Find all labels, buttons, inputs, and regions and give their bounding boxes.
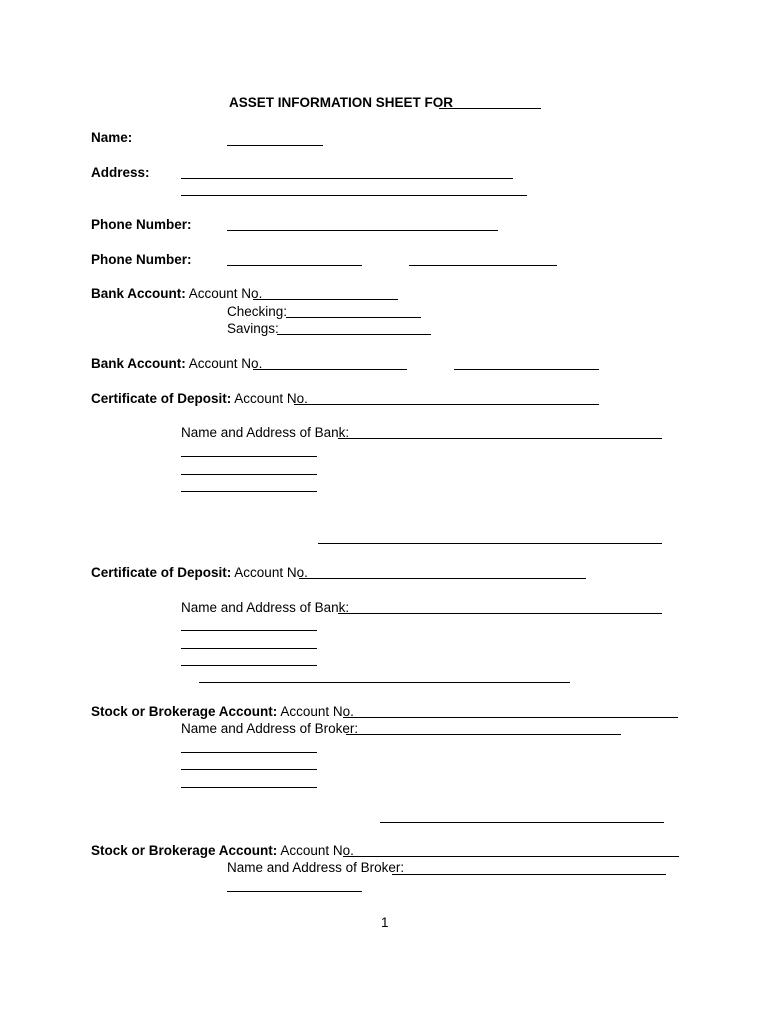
cd-label: Certificate of Deposit: [91,391,232,406]
brokerage-row-1 [91,704,354,720]
savings-blank[interactable] [277,334,431,335]
phone-blank-2b[interactable] [409,265,557,266]
bank-name-address-label-1: Name and Address of Bank: [181,425,350,440]
bank-address-blank-1b[interactable] [181,474,317,475]
phone-blank-2a[interactable] [227,265,362,266]
broker-address-blank-1d[interactable] [380,822,664,823]
bank-account-row-1 [91,286,262,302]
page-number: 1 [381,915,389,930]
brokerage-row-2 [91,843,354,859]
address-label: Address: [91,165,150,180]
bank-name-address-label-2: Name and Address of Bank: [181,600,350,615]
phone-label-2: Phone Number: [91,252,192,267]
account-no-label: Account No. [188,356,263,371]
bank-address-blank-2d[interactable] [199,682,570,683]
cd-account-no-blank-2[interactable] [299,578,586,579]
brokerage-account-no-blank-1[interactable] [343,717,678,718]
broker-address-blank-1a[interactable] [181,752,317,753]
page-title: ASSET INFORMATION SHEET FOR [229,95,454,110]
bank-address-blank-1a[interactable] [181,456,317,457]
cd-account-no-blank-1[interactable] [294,404,599,405]
name-blank[interactable] [227,145,323,146]
bank-account-label: Bank Account: [91,286,186,301]
bank-address-blank-2b[interactable] [181,648,317,649]
account-no-label: Account No. [234,565,308,580]
account-no-label: Account No. [280,704,354,719]
brokerage-label: Stock or Brokerage Account: [91,843,278,858]
broker-address-blank-2a[interactable] [227,891,362,892]
checking-blank[interactable] [286,317,421,318]
broker-name-address-blank-1[interactable] [346,734,621,735]
cd-row-1 [91,391,308,407]
bank-address-blank-1d[interactable] [318,543,662,544]
bank-account-extra-blank-2[interactable] [454,369,599,370]
broker-name-address-label-1: Name and Address of Broker: [181,721,359,736]
brokerage-label: Stock or Brokerage Account: [91,704,278,719]
checking-label: Checking: [227,304,288,319]
broker-address-blank-1b[interactable] [181,769,317,770]
bank-address-blank-1c[interactable] [181,491,317,492]
title-blank[interactable] [439,108,541,109]
savings-label: Savings: [227,321,279,336]
bank-account-row-2 [91,356,262,372]
account-no-label: Account No. [188,286,263,301]
bank-account-no-blank-2[interactable] [253,369,407,370]
bank-account-no-blank-1[interactable] [253,299,398,300]
address-blank-2[interactable] [181,195,527,196]
cd-row-2 [91,565,308,581]
brokerage-account-no-blank-2[interactable] [343,856,679,857]
broker-name-address-label-2: Name and Address of Broker: [227,860,405,875]
address-blank-1[interactable] [181,178,513,179]
bank-name-address-blank-2[interactable] [338,613,662,614]
cd-label: Certificate of Deposit: [91,565,232,580]
broker-address-blank-1c[interactable] [181,787,317,788]
bank-address-blank-2a[interactable] [181,630,317,631]
phone-blank-1[interactable] [227,230,498,231]
broker-name-address-blank-2[interactable] [392,874,666,875]
account-no-label: Account No. [234,391,308,406]
name-label: Name: [91,130,133,145]
bank-account-label: Bank Account: [91,356,186,371]
bank-name-address-blank-1[interactable] [338,438,662,439]
bank-address-blank-2c[interactable] [181,665,317,666]
account-no-label: Account No. [280,843,354,858]
phone-label-1: Phone Number: [91,217,192,232]
